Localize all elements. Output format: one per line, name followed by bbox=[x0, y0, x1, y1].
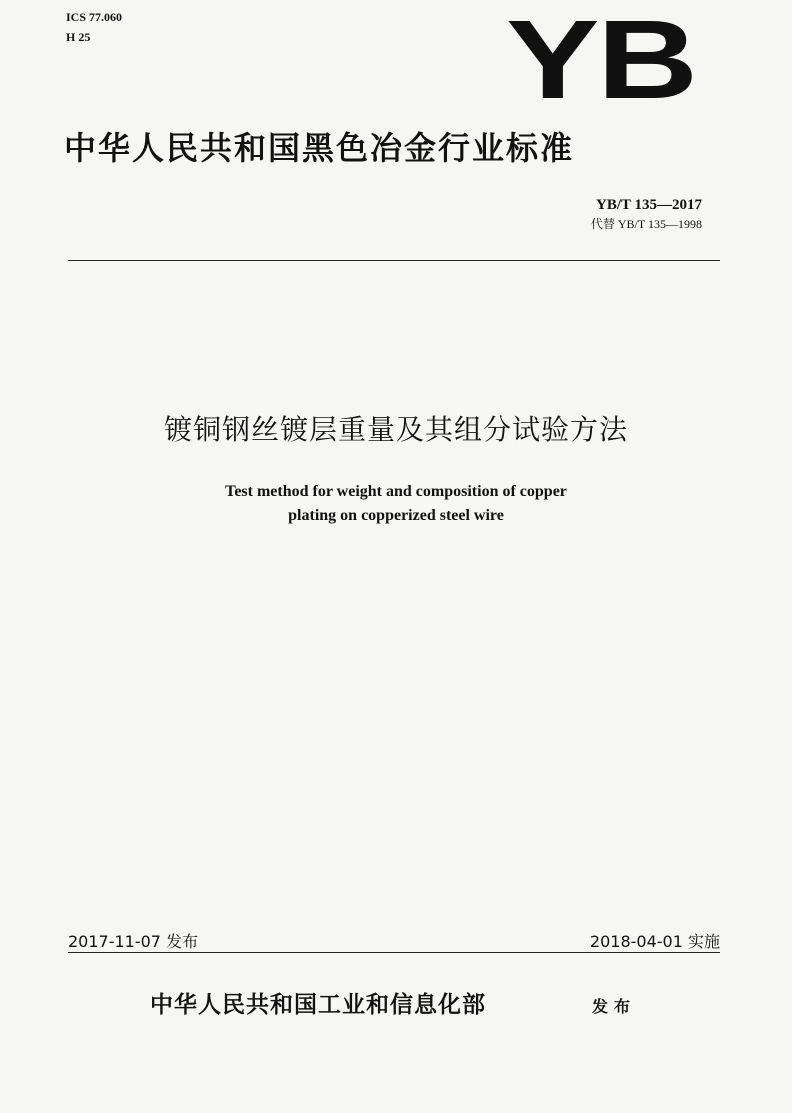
issuing-authority: 中华人民共和国工业和信息化部 bbox=[150, 992, 486, 1018]
standard-category-title: 中华人民共和国黑色冶金行业标准 bbox=[64, 129, 575, 167]
english-title-line-1: Test method for weight and composition of copper bbox=[225, 483, 567, 500]
chinese-title: 镀铜钢丝镀层重量及其组分试验方法 bbox=[163, 413, 628, 446]
standard-number: YB/T 135—2017 bbox=[596, 197, 702, 213]
implement-date: 2018-04-01 实施 bbox=[589, 932, 720, 951]
english-title bbox=[0, 480, 792, 528]
issue-label: 发布 bbox=[592, 997, 637, 1016]
bottom-divider bbox=[68, 952, 720, 953]
publish-date: 2017-11-07 发布 bbox=[68, 932, 199, 951]
ccs-code: H 25 bbox=[66, 30, 91, 44]
replaces-standard: 代替 YB/T 135—1998 bbox=[590, 217, 702, 231]
ics-code: ICS 77.060 bbox=[66, 10, 123, 24]
yb-logo: YB bbox=[506, 0, 696, 122]
english-title-line-2: plating on copperized steel wire bbox=[288, 507, 504, 524]
top-divider bbox=[68, 260, 720, 261]
